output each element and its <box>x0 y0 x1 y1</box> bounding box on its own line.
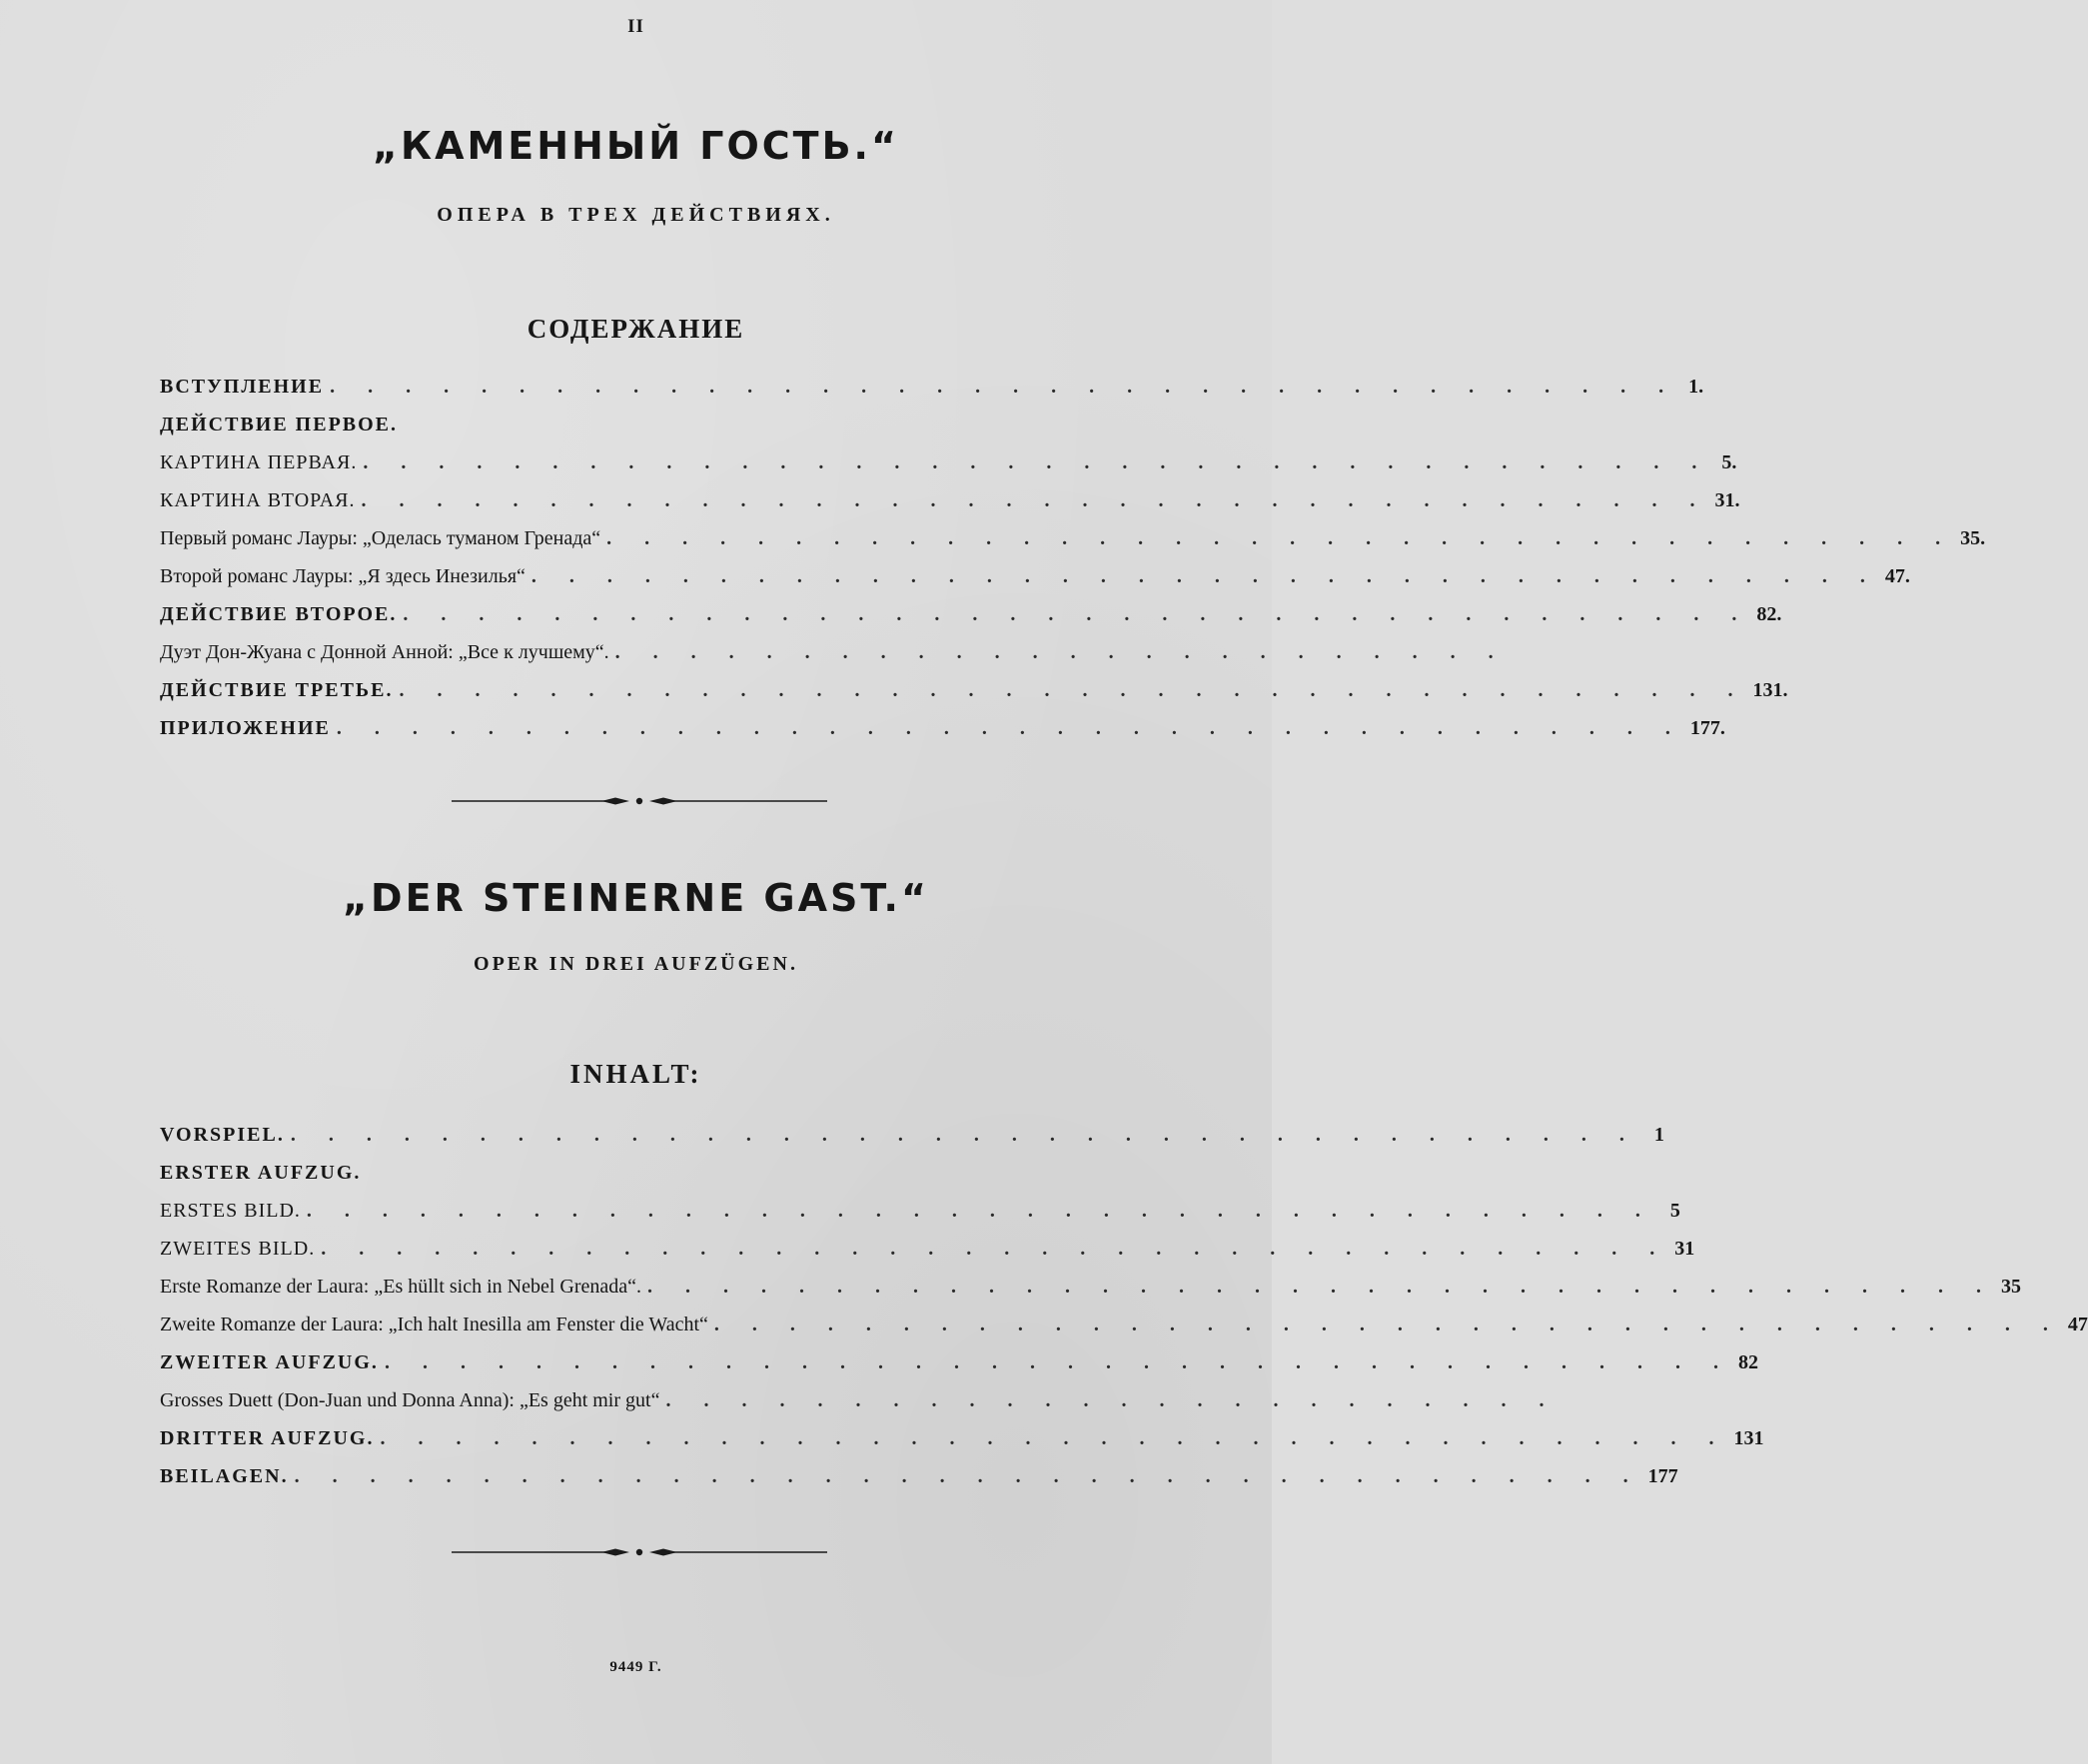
toc-entry-page: 5. <box>1721 451 1737 473</box>
toc-entry <box>160 557 1910 595</box>
toc-entry <box>160 443 1737 481</box>
toc-entry-page: 177 <box>1647 1465 1678 1487</box>
toc-entry <box>160 1192 1680 1230</box>
dot-leader: . . . . . . . . . . . . . . . . . . . . . . . . . . . . . . . . . . . . <box>647 1276 1996 1298</box>
dot-leader: . . . . . . . . . . . . . . . . . . . . . . . . . . . . . . . . . . . . <box>606 527 1955 549</box>
ornamental-divider <box>452 1544 827 1560</box>
toc-entry-label: ДЕЙСТВИЕ ВТОРОЕ. <box>160 603 398 625</box>
toc-entry-page: 31. <box>1714 489 1740 511</box>
dot-leader: . . . . . . . . . . . . . . . . . . . . . . . . . . . . . . . . . . . . <box>294 1465 1642 1487</box>
toc-entry-page: 1. <box>1688 376 1704 398</box>
toc-entry-label: ZWEITES BILD. <box>160 1238 316 1260</box>
dot-leader: . . . . . . . . . . . . . . . . . . . . . . . . . . . . . . . . . . . . <box>403 603 1751 625</box>
toc-entry <box>160 481 1740 519</box>
toc-entry-page: 177. <box>1689 717 1725 739</box>
toc-entry <box>160 368 1704 406</box>
dot-leader: . . . . . . . . . . . . . . . . . . . . . . . . . . . . . . . . . . . . <box>384 1351 1732 1373</box>
toc-entry-page: 82 <box>1737 1351 1758 1373</box>
toc-entry-label: Erste Romanze der Laura: „Es hüllt sich in Nebel Grenada“. <box>160 1276 642 1298</box>
dot-leader: . . . . . . . . . . . . . . . . . . . . . . . . . . . . . . . . . . . . <box>399 679 1747 701</box>
toc-entry-label: КАРТИНА ПЕРВАЯ. <box>160 451 358 473</box>
german-title: „DER STEINERNE GAST.“ <box>343 876 929 920</box>
toc-entry-label: Zweite Romanze der Laura: „Ich halt Inesilla am Fenster die Wacht“ <box>160 1314 708 1335</box>
toc-entry-page: 35 <box>2001 1276 2022 1298</box>
toc-entry-label: VORSPIEL. <box>160 1124 285 1146</box>
toc-entry-page: 47. <box>1884 565 1910 587</box>
toc-entry-label: Первый романс Лауры: „Оделась туманом Гренада“ <box>160 527 601 549</box>
toc-entry-label: КАРТИНА ВТОРАЯ. <box>160 489 356 511</box>
page-number: II <box>627 16 644 37</box>
dot-leader: . . . . . . . . . . . . . . . . . . . . . . . . . . . . . . . . . . . . <box>361 489 1709 511</box>
toc-entry <box>160 671 1788 709</box>
toc-entry-page: 31 <box>1674 1238 1695 1260</box>
dot-leader: . . . . . . . . . . . . . . . . . . . . . . . . <box>665 1389 1559 1411</box>
toc-entry-label: ERSTES BILD. <box>160 1200 301 1222</box>
toc-entry <box>160 595 1782 633</box>
toc-entry-label: ДЕЙСТВИЕ ТРЕТЬЕ. <box>160 679 394 701</box>
dot-leader: . . . . . . . . . . . . . . . . . . . . . . . . . . . . . . . . . . . . <box>306 1200 1654 1222</box>
toc-entry-page: 131 <box>1733 1427 1764 1449</box>
toc-entry <box>160 633 1508 671</box>
toc-entry-page: 35. <box>1960 527 1986 549</box>
russian-subtitle: ОПЕРА В ТРЕХ ДЕЙСТВИЯХ. <box>437 204 835 226</box>
toc-entry <box>160 1419 1764 1457</box>
dot-leader: . . . . . . . . . . . . . . . . . . . . . . . . . . . . . . . . . . . . <box>336 717 1684 739</box>
toc-entry-page: 5 <box>1669 1200 1680 1222</box>
toc-entry <box>160 1268 2022 1306</box>
publisher-plate-number: 9449 Г. <box>609 1659 662 1675</box>
dot-leader: . . . . . . . . . . . . . . . . . . . . . . . . . . . . . . . . . . . . <box>330 376 1678 398</box>
toc-entry-label: ПРИЛОЖЕНИЕ <box>160 717 331 739</box>
german-subtitle: OPER IN DREI AUFZÜGEN. <box>474 953 798 975</box>
toc-entry-label: BEILAGEN. <box>160 1465 289 1487</box>
toc-entry <box>160 1343 1758 1381</box>
toc-entry <box>160 519 1986 557</box>
toc-entry <box>160 1457 1678 1495</box>
toc-entry-label: Grosses Duett (Don-Juan und Donna Anna): „Es geht mir gut“ <box>160 1389 660 1411</box>
german-toc <box>160 1116 2088 1495</box>
toc-entry-page: 47 <box>2067 1314 2088 1335</box>
toc-entry-page: 131. <box>1752 679 1788 701</box>
toc-entry-page: 82. <box>1756 603 1782 625</box>
dot-leader: . . . . . . . . . . . . . . . . . . . . . . . . <box>614 641 1508 663</box>
dot-leader: . . . . . . . . . . . . . . . . . . . . . . . . . . . . . . . . . . . . <box>321 1238 1669 1260</box>
toc-entry <box>160 1230 1695 1268</box>
toc-entry-label: ZWEITER AUFZUG. <box>160 1351 379 1373</box>
toc-entry-label: DRITTER AUFZUG. <box>160 1427 375 1449</box>
toc-entry <box>160 1154 1129 1192</box>
toc-entry <box>160 1116 1664 1154</box>
dot-leader: . . . . . . . . . . . . . . . . . . . . . . . . . . . . . . . . . . . . <box>380 1427 1728 1449</box>
dot-leader: . . . . . . . . . . . . . . . . . . . . . . . . . . . . . . . . . . . . <box>363 451 1711 473</box>
russian-toc-heading: СОДЕРЖАНИЕ <box>526 314 745 344</box>
dot-leader: . . . . . . . . . . . . . . . . . . . . . . . . . . . . . . . . . . . . <box>290 1124 1638 1146</box>
toc-entry-label: ВСТУПЛЕНИЕ <box>160 376 325 398</box>
toc-entry-page: 1 <box>1653 1124 1664 1146</box>
toc-entry-label: ERSTER AUFZUG. <box>160 1162 362 1184</box>
toc-entry-label: Второй романс Лауры: „Я здесь Инезилья“ <box>160 565 525 587</box>
russian-title: „КАМЕННЫЙ ГОСТЬ.“ <box>373 124 899 168</box>
toc-entry-label: Дуэт Дон-Жуана с Донной Анной: „Все к лучшему“. <box>160 641 609 663</box>
toc-entry-label: ДЕЙСТВИЕ ПЕРВОЕ. <box>160 414 399 436</box>
toc-entry <box>160 709 1725 747</box>
toc-entry <box>160 1381 1559 1419</box>
toc-entry <box>160 406 1129 443</box>
dot-leader: . . . . . . . . . . . . . . . . . . . . . . . . . . . . . . . . . . . . <box>530 565 1879 587</box>
german-toc-heading: INHALT: <box>569 1059 702 1089</box>
toc-entry <box>160 1306 2088 1343</box>
dot-leader: . . . . . . . . . . . . . . . . . . . . . . . . . . . . . . . . . . . . <box>713 1314 2062 1335</box>
ornamental-divider <box>452 793 827 809</box>
russian-toc <box>160 368 1986 747</box>
